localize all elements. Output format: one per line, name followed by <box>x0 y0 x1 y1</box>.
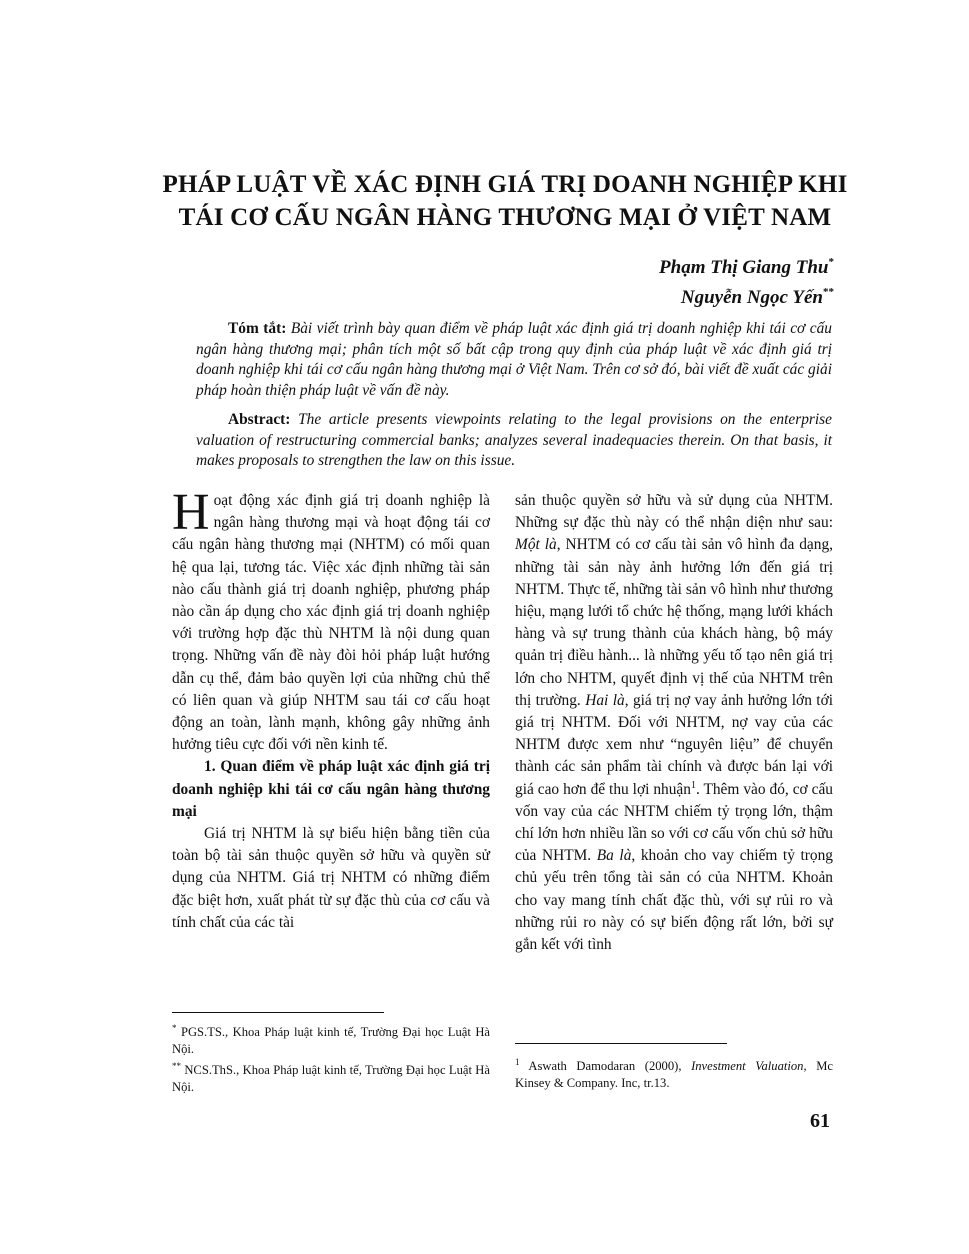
footnote-text: , Mc Kinsey & Company. Inc, tr.13. <box>515 1059 833 1090</box>
author-mark: * <box>828 256 834 268</box>
footnote-1 <box>172 1020 490 1058</box>
page-number: 61 <box>810 1110 830 1132</box>
footnote-mark: ** <box>172 1061 181 1071</box>
footnote-mark: * <box>172 1023 177 1033</box>
abstract-english <box>196 410 832 472</box>
footnote-divider-right <box>515 1043 727 1044</box>
body-column-right <box>515 490 833 956</box>
text-run: . Thêm vào đó, cơ cấu vốn vay của các NHTM chiếm tỷ trọng lớn, thậm chí lớn hơn nhiều lần so với cơ cấu vốn chủ sở hữu của NHTM. <box>515 780 833 865</box>
paragraph-continued <box>515 490 833 956</box>
author-2 <box>659 280 834 310</box>
text-run: , giá trị nợ vay ảnh hưởng lớn tới giá trị NHTM. Đối với NHTM, nợ vay của các NHTM được xem như “nguyên liệu” để chuyển thành các sản phẩm tài chính và được bán lại với giá cao hơn để thu lợi nhuận <box>515 691 833 798</box>
abstract-vietnamese <box>196 319 832 401</box>
paragraph-value: Giá trị NHTM là sự biểu hiện bằng tiền của toàn bộ tài sản thuộc quyền sở hữu và quyền sử dụng của NHTM. Giá trị NHTM có những điểm đặc biệt hơn, xuất phát từ sự đặc thù của cơ cấu và tính chất của các tài <box>172 825 490 931</box>
footnote-text: NCS.ThS., Khoa Pháp luật kinh tế, Trường Đại học Luật Hà Nội. <box>172 1063 490 1094</box>
text-run: sản thuộc quyền sở hữu và sử dụng của NHTM. Những sự đặc thù này có thể nhận diện như sau: <box>515 492 833 532</box>
body-column-left <box>172 484 490 934</box>
footnote-text: PGS.TS., Khoa Pháp luật kinh tế, Trường Đại học Luật Hà Nội. <box>172 1025 490 1056</box>
footnote-ref: 1 <box>690 779 696 791</box>
author-list <box>659 250 834 310</box>
footnotes-left <box>172 1020 490 1096</box>
footnote-divider-left <box>172 1012 384 1013</box>
text-run: , NHTM có cơ cấu tài sản vô hình đa dạng, những tài sản này ảnh hưởng lớn đến giá trị NHTM. Thực tế, những tài sản vô hình như thương hiệu, mạng lưới tổ chức hệ thống, mạng lưới khách hàng và sự trung thành của khách hàng, bộ máy quản trị điều hành... là những yếu tố tạo nên giá trị lớn cho NHTM, quyết định vị thế của NHTM trên thị trường. <box>515 536 833 709</box>
abstract-vi-text: Bài viết trình bày quan điểm về pháp luật xác định giá trị doanh nghiệp khi tái cơ cấu ngân hàng thương mại; phân tích một số bất cập trong quy định của pháp luật về xác định giá trị doanh nghiệp khi tái cơ cấu ngân hàng thương mại ở Việt Nam. Trên cơ sở đó, bài viết đề xuất các giải pháp hoàn thiện pháp luật về vấn đề này. <box>196 320 832 399</box>
author-name: Nguyễn Ngọc Yến <box>680 287 823 308</box>
abstract-en-label: Abstract: <box>228 411 291 428</box>
title-line-1: PHÁP LUẬT VỀ XÁC ĐỊNH GIÁ TRỊ DOANH NGHIỆP KHI <box>162 171 848 198</box>
footnote-book-title: Investment Valuation <box>691 1059 804 1073</box>
footnote-text: Aswath Damodaran (2000), <box>519 1059 692 1073</box>
author-mark: ** <box>823 286 834 298</box>
article-title <box>160 168 850 234</box>
text-run-italic: Hai là <box>585 691 625 709</box>
intro-text: oạt động xác định giá trị doanh nghiệp là ngân hàng thương mại và hoạt động tái cơ cấu ngân hàng thương mại (NHTM) có mối quan hệ qua lại, tương tác. Việc xác định những tài sản nào cấu thành giá trị doanh nghiệp, phương pháp nào cần áp dụng cho xác định giá trị doanh nghiệp với trường hợp đặc thù NHTM là nội dung quan trọng. Những vấn đề này đòi hỏi pháp luật hướng dẫn cụ thể, đảm bảo quyền lợi của những chủ thể có liên quan và giúp NHTM sau tái cơ cấu hoạt động an toàn, lành mạnh, không gây những ảnh hưởng tiêu cực đối với nền kinh tế. <box>172 492 490 754</box>
abstract-en-text: The article presents viewpoints relating to the legal provisions on the enterprise valuation of restructuring commercial banks; analyzes several inadequacies therein. On that basis, it makes proposals to strengthen the law on this issue. <box>196 411 832 469</box>
author-name: Phạm Thị Giang Thu <box>659 257 829 278</box>
abstract-vi-label: Tóm tắt: <box>228 320 287 337</box>
drop-cap: H <box>172 484 210 541</box>
text-run-italic: Một là <box>515 536 557 554</box>
section-heading: 1. Quan điểm về pháp luật xác định giá trị doanh nghiệp khi tái cơ cấu ngân hàng thương mại <box>172 758 490 820</box>
paragraph-intro <box>172 484 490 756</box>
author-1 <box>659 250 834 280</box>
text-run: , khoản cho vay chiếm tỷ trọng chủ yếu trên tổng tài sản có của NHTM. Khoản cho vay mang tính chất đặc thù, với sự rủi ro và những rủi ro này có sự biến động rất lớn, bởi sự gắn kết với tình <box>515 847 833 954</box>
footnote-mark: 1 <box>515 1057 520 1067</box>
footnote-right <box>515 1054 833 1092</box>
title-line-2: TÁI CƠ CẤU NGÂN HÀNG THƯƠNG MẠI Ở VIỆT NAM <box>178 204 832 231</box>
text-run-italic: Ba là <box>596 847 632 865</box>
footnote-2 <box>172 1058 490 1096</box>
